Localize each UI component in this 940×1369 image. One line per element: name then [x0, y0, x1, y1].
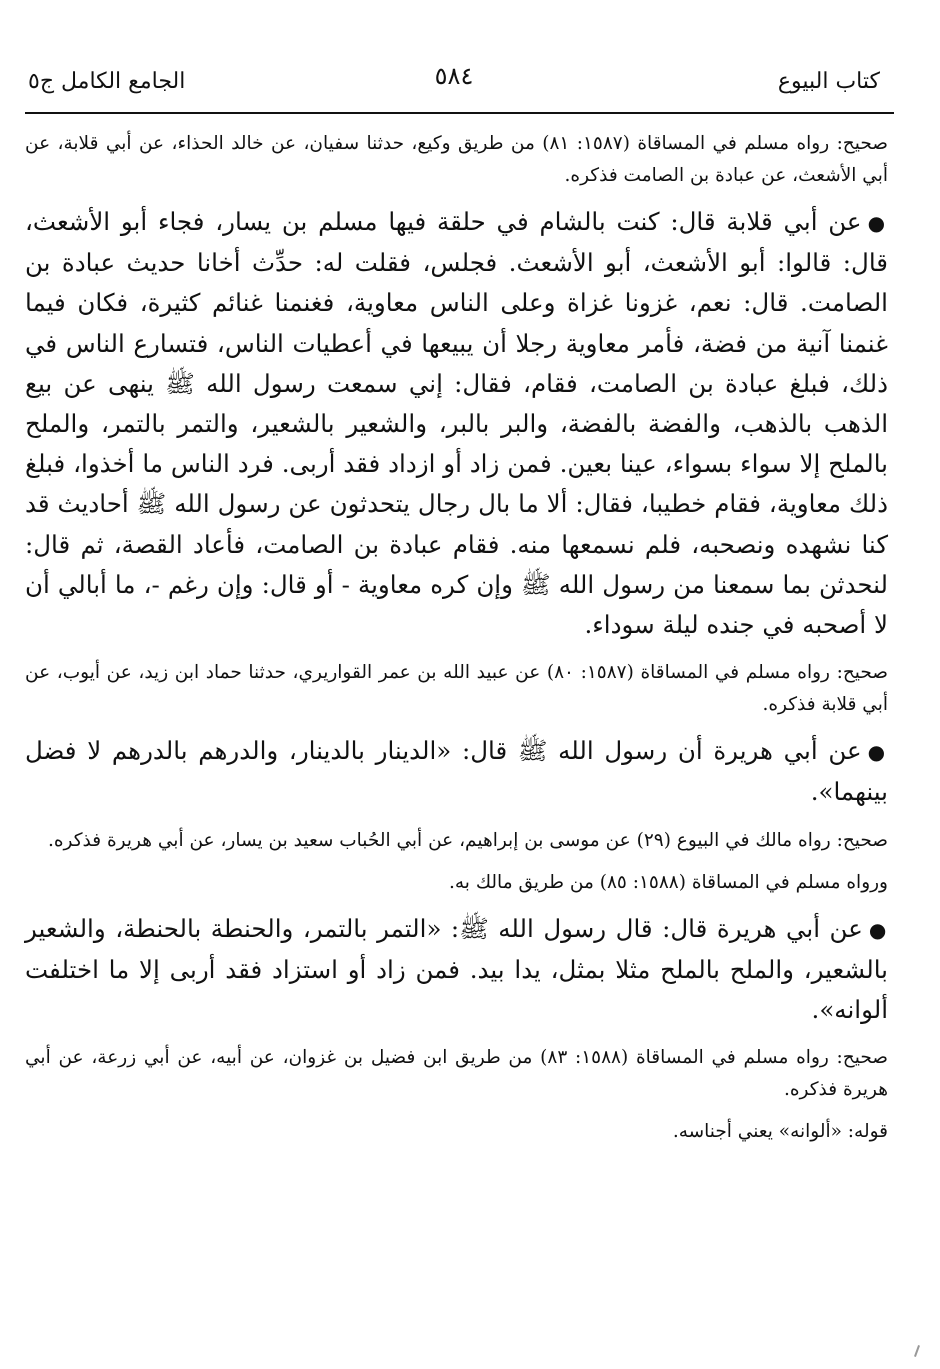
scan-edge-mark	[914, 1345, 920, 1357]
bullet-icon: ●	[867, 740, 888, 765]
hadith-text: عن أبي قلابة قال: كنت بالشام في حلقة فيها مسلم بن يسار، فجاء أبو الأشعث، قال: قالوا: أبو الأشعث، أبو الأشعث. فجلس، فقلت له: حدِّث أخانا حديث عبادة بن الصامت. قال: نعم، غزونا غزاة وعلى الناس معاوية، فغنمنا غنائم كثيرة، فكان فيما غنمنا آنية من فضة، فأمر معاوية رجلا أن يبيعها في أعطيات الناس، فتسارع الناس في ذلك، فبلغ عبادة بن الصامت، فقام، فقال: إني سمعت رسول الله ﷺ ينهى عن بيع الذهب بالذهب، والفضة بالفضة، والبر بالبر، والشعير بالشعير، والتمر بالتمر، والملح بالملح إلا سواء بسواء، عينا بعين. فمن زاد أو ازداد فقد أربى. فرد الناس ما أخذوا، فبلغ ذلك معاوية، فقام خطيبا، فقال: ألا ما بال رجال يتحدثون عن رسول الله ﷺ أحاديث قد كنا نشهده ونصحبه، فلم نسمعها منه. فقام عبادة بن الصامت، فأعاد القصة، ثم قال: لنحدثن بما سمعنا من رسول الله ﷺ وإن كره معاوية - أو قال: وإن رغم -، ما أبالي أن لا أصحبه في جنده ليلة سوداء.	[25, 207, 888, 640]
hadith-text: عن أبي هريرة أن رسول الله ﷺ قال: «الدينار بالدينار، والدرهم بالدرهم لا فضل بينهما».	[25, 736, 888, 807]
running-header	[28, 58, 880, 104]
takhrij-note: صحيح: رواه مسلم في المساقاة (١٥٨٨: ٨٣) من طريق ابن فضيل بن غزوان، عن أبيه، عن أبي زرعة، عن أبي هريرة فذكره.	[25, 1047, 888, 1101]
takhrij-note: صحيح: رواه مسلم في المساقاة (١٥٨٧: ٨٠) عن عبيد الله بن عمر القواريري، حدثنا حماد ابن زيد، عن أيوب، عن أبي قلابة فذكره.	[25, 662, 888, 716]
takhrij-note: ورواه مسلم في المساقاة (١٥٨٨: ٨٥) من طريق مالك به.	[449, 871, 888, 893]
page-body	[25, 128, 888, 1158]
bullet-icon: ●	[868, 917, 888, 942]
explanation-note: قوله: «ألوانه» يعني أجناسه.	[672, 1121, 888, 1143]
page-number: ٥٨٤	[434, 62, 474, 90]
bullet-icon: ●	[867, 211, 889, 235]
hadith-paragraph	[25, 202, 888, 645]
hadith-text: عن أبي هريرة قال: قال رسول الله ﷺ: «التمر بالتمر، والحنطة بالحنطة، والشعير بالشعير، والملح بالملح مثلا بمثل، يدا بيد. فمن زاد أو استزاد فقد أربى إلا ما اختلفت ألوانه».	[25, 913, 888, 1025]
header-rule	[25, 112, 894, 114]
takhrij-note: صحيح: رواه مالك في البيوع (٢٩) عن موسى بن إبراهيم، عن أبي الحُباب سعيد بن يسار، عن أبي هريرة فذكره.	[47, 829, 888, 851]
book-title: الجامع الكامل ج٥	[28, 68, 186, 94]
hadith-paragraph	[25, 909, 888, 1031]
takhrij-note: صحيح: رواه مسلم في المساقاة (١٥٨٧: ٨١) من طريق وكيع، حدثنا سفيان، عن خالد الحذاء، عن أبي قلابة، عن أبي الأشعث، عن عبادة بن الصامت فذكره.	[25, 133, 888, 186]
hadith-paragraph	[25, 731, 888, 812]
chapter-title: كتاب البيوع	[777, 68, 880, 94]
